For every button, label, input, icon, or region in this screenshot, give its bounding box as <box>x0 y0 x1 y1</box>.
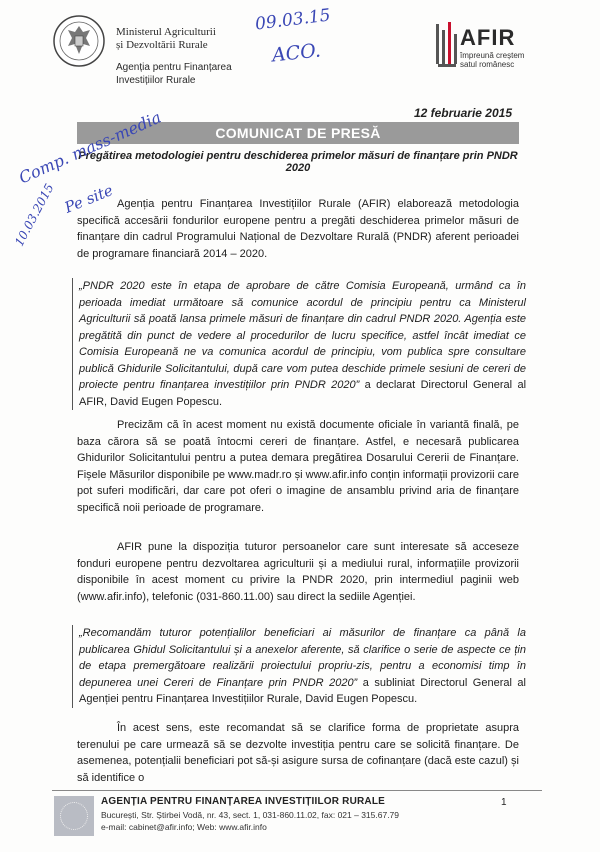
handwritten-note-1: Comp. mass-media <box>16 107 165 188</box>
paragraph-3: Precizăm că în acest moment nu există documente oficiale în variantă finală, pe baza cărora să se poată întocmi cereri de finanțare. Astfel, e necesară publicarea Ghidurilor Solicitantului pentru a putea demara pregătirea Dosarului Cererii de Finanțare. Fișele Măsurilor disponibile pe www.madr.ro și www.afir.info conțin informații provizorii care pot suferi modificări, dar care pot oferi o imagine de ansamblu privind aria de finanțare specifică noii perioade de programare. <box>77 419 519 514</box>
document-date: 12 februarie 2015 <box>413 106 512 120</box>
quote-attribution-5: a subliniat Directorul General al Agenției pentru Finanțarea Investițiilor Rurale, David Eugen Popescu. <box>79 676 526 705</box>
government-crest-icon <box>50 14 108 68</box>
footer-contact: e-mail: cabinet@afir.info; Web: www.afir.info <box>101 822 267 832</box>
ministry-line-2: și Dezvoltării Rurale <box>116 39 208 51</box>
ministry-name <box>116 26 216 52</box>
quote-text-2: „PNDR 2020 este în etapa de aprobare de către Comisia Europeană, urmând ca în perioada imediat următoare să comunice acordul de principiu pentru ca Ministerul Agriculturii să poată lansa primele măsuri de finanțare din cadrul PNDR 2020. Agenția este pregătită din punct de vedere al procedurilor de lucru specifice, astfel încât imediat ce Comisia Europeană ne va comunica acordul de principiu, vom publica spre consultare publică Ghidurile Solicitantului, după care vom putea deschide primele sesiuni de cereri de proiecte pentru finanțarea investițiilor prin PNDR 2020” <box>79 280 526 391</box>
handwritten-date: 09.03.15 <box>254 5 332 35</box>
footer-divider <box>52 790 542 791</box>
afir-tagline-1: împreună creștem <box>460 51 525 60</box>
agency-line-1: Agenția pentru Finanțarea <box>116 62 232 73</box>
quote-paragraph-5 <box>72 625 526 708</box>
page-number: 1 <box>501 797 507 808</box>
footer-address: București, Str. Știrbei Vodă, nr. 43, sect. 1, 031-860.11.02, fax: 021 – 315.67.79 <box>101 810 400 820</box>
paragraph-6: În acest sens, este recomandat să se clarifice forma de proprietate asupra terenului pe care urmează să se dezvolte investiția pentru care se solicită finanțare. De asemenea, potențialii beneficiari pot să-și asigure sursa de cofinanțare (dacă este cazul) și să identifice o <box>77 722 519 784</box>
handwritten-initials: ACO. <box>270 39 322 67</box>
quote-attribution-2: a declarat Directorul General al AFIR, David Eugen Popescu. <box>79 379 527 408</box>
paragraph-1: Agenția pentru Finanțarea Investițiilor Rurale (AFIR) elaborează metodologia specifică accesării fondurilor europene pentru a pregăti deschiderea primelor măsuri de finanțare din cadrul Programului Național de Dezvoltare Rurală (PNDR) aferent perioadei de programare financiară 2014 – 2020. <box>77 198 519 260</box>
quote-text-5: „Recomandăm tuturor potențialilor beneficiari ai măsurilor de finanțare ca până la publicarea Ghidul Solicitantului și a anexelor aferente, să clarifice o serie de aspecte ce țin de etapa premergătoare realizării proiectului propriu-zis, pentru a economisi timp în depunerea unei Cereri de Finanțare prin PNDR 2020” <box>79 627 526 689</box>
ministry-line-1: Ministerul Agriculturii <box>116 26 216 38</box>
afir-name: AFIR <box>460 25 516 50</box>
agency-name <box>116 61 232 87</box>
document-subtitle: Pregătirea metodologiei pentru deschiderea primelor măsuri de finanțare prin PNDR 2020 <box>78 150 518 174</box>
handwritten-note-3: 10.03.2015 <box>12 181 57 249</box>
agency-line-2: Investițiilor Rurale <box>116 75 196 86</box>
afir-tagline-2: satul românesc <box>460 60 515 69</box>
footer-title: AGENȚIA PENTRU FINANȚAREA INVESTIȚIILOR RURALE <box>101 796 386 807</box>
banner-title: COMUNICAT DE PRESĂ <box>215 125 381 141</box>
handwritten-note-2: Pe site <box>62 181 116 217</box>
quote-paragraph-2 <box>72 278 526 410</box>
afir-tagline <box>460 51 524 69</box>
paragraph-4: AFIR pune la dispoziția tuturor persoanelor care sunt interesate să acceseze fonduri europene pentru dezvoltarea agriculturii și a mediului rural, informațiile provizorii disponibile în acest moment cu privire la PNDR 2020, prin intermediul paginii web (www.afir.info), telefonic (031-860.11.00) sau direct la sediile Agenției. <box>77 541 519 603</box>
eu-flag-icon <box>54 796 94 836</box>
